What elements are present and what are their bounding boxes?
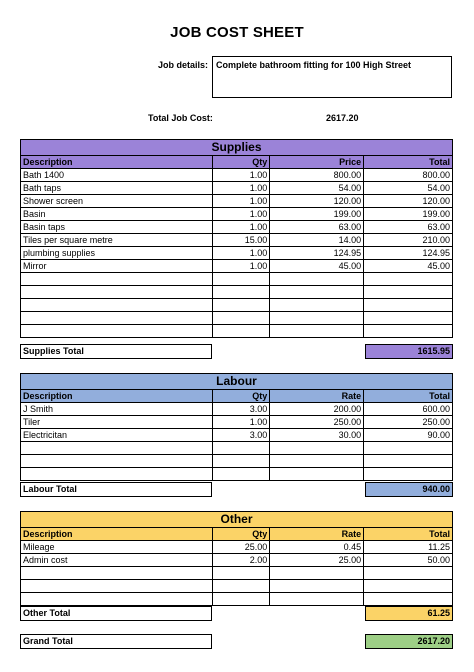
table-cell[interactable]: [21, 593, 213, 606]
table-cell[interactable]: [364, 593, 453, 606]
table-cell[interactable]: 199.00: [270, 208, 364, 221]
other-table: [20, 511, 453, 606]
other-total-label: Other Total: [20, 606, 212, 621]
table-row: [21, 182, 453, 195]
table-cell[interactable]: [364, 580, 453, 593]
labour-section-title: Labour: [21, 374, 453, 390]
supplies-column-header: Description: [21, 156, 213, 169]
table-cell[interactable]: [270, 442, 364, 455]
table-cell[interactable]: [21, 580, 213, 593]
table-cell[interactable]: 1.00: [212, 221, 270, 234]
table-cell[interactable]: 800.00: [364, 169, 453, 182]
table-cell[interactable]: [212, 567, 270, 580]
table-cell[interactable]: 1.00: [212, 260, 270, 273]
table-cell[interactable]: [21, 312, 213, 325]
table-cell[interactable]: [270, 286, 364, 299]
table-cell[interactable]: 250.00: [270, 416, 364, 429]
table-cell[interactable]: [21, 273, 213, 286]
labour-column-header: Total: [364, 390, 453, 403]
table-cell[interactable]: 124.95: [364, 247, 453, 260]
table-cell[interactable]: Basin: [21, 208, 213, 221]
table-cell[interactable]: [270, 299, 364, 312]
table-cell[interactable]: [212, 273, 270, 286]
table-cell[interactable]: 45.00: [364, 260, 453, 273]
table-cell[interactable]: 11.25: [364, 541, 453, 554]
supplies-column-header: Price: [270, 156, 364, 169]
supplies-section-title: Supplies: [21, 140, 453, 156]
table-cell[interactable]: 15.00: [212, 234, 270, 247]
table-cell[interactable]: 124.95: [270, 247, 364, 260]
table-row: [21, 580, 453, 593]
table-cell[interactable]: 25.00: [270, 554, 364, 567]
table-row: [21, 442, 453, 455]
table-cell[interactable]: Basin taps: [21, 221, 213, 234]
table-cell[interactable]: Tiler: [21, 416, 213, 429]
table-cell[interactable]: Bath taps: [21, 182, 213, 195]
table-cell[interactable]: [21, 442, 213, 455]
grand-total-value: 2617.20: [365, 634, 453, 649]
table-cell[interactable]: 45.00: [270, 260, 364, 273]
supplies-column-header: Total: [364, 156, 453, 169]
table-cell[interactable]: 2.00: [212, 554, 270, 567]
labour-total-value: 940.00: [365, 482, 453, 497]
table-cell[interactable]: 1.00: [212, 182, 270, 195]
table-row: [21, 299, 453, 312]
table-row: [21, 234, 453, 247]
table-cell[interactable]: 250.00: [364, 416, 453, 429]
table-cell[interactable]: 800.00: [270, 169, 364, 182]
table-cell[interactable]: [212, 468, 270, 481]
table-cell[interactable]: 199.00: [364, 208, 453, 221]
table-cell[interactable]: [212, 299, 270, 312]
table-row: [21, 593, 453, 606]
table-row: [21, 312, 453, 325]
table-cell[interactable]: 30.00: [270, 429, 364, 442]
other-column-header: Rate: [270, 528, 364, 541]
table-cell[interactable]: [270, 273, 364, 286]
table-row: [21, 208, 453, 221]
supplies-table: [20, 139, 453, 338]
table-cell[interactable]: [21, 299, 213, 312]
table-row: [21, 260, 453, 273]
grand-total-label: Grand Total: [20, 634, 212, 649]
labour-column-header: Rate: [270, 390, 364, 403]
table-cell[interactable]: 3.00: [212, 403, 270, 416]
table-cell[interactable]: 50.00: [364, 554, 453, 567]
table-cell[interactable]: [270, 593, 364, 606]
table-row: [21, 541, 453, 554]
table-row: [21, 247, 453, 260]
total-job-cost-value: 2617.20: [326, 113, 359, 123]
table-cell[interactable]: [21, 455, 213, 468]
table-cell[interactable]: [364, 273, 453, 286]
table-cell[interactable]: [364, 567, 453, 580]
other-section-title: Other: [21, 512, 453, 528]
table-row: [21, 416, 453, 429]
table-cell[interactable]: Bath 1400: [21, 169, 213, 182]
table-cell[interactable]: 63.00: [270, 221, 364, 234]
table-row: [21, 286, 453, 299]
table-cell[interactable]: Tiles per square metre: [21, 234, 213, 247]
table-cell[interactable]: 210.00: [364, 234, 453, 247]
table-cell[interactable]: [21, 468, 213, 481]
table-cell[interactable]: [364, 455, 453, 468]
table-cell[interactable]: [364, 468, 453, 481]
table-row: [21, 195, 453, 208]
table-cell[interactable]: 1.00: [212, 208, 270, 221]
table-cell[interactable]: [21, 567, 213, 580]
table-cell[interactable]: [212, 593, 270, 606]
table-cell[interactable]: [364, 442, 453, 455]
table-row: [21, 403, 453, 416]
table-cell[interactable]: 1.00: [212, 169, 270, 182]
other-column-header: Qty: [212, 528, 270, 541]
table-cell[interactable]: 200.00: [270, 403, 364, 416]
table-row: [21, 567, 453, 580]
table-cell[interactable]: 90.00: [364, 429, 453, 442]
table-cell[interactable]: [21, 325, 213, 338]
table-row: [21, 273, 453, 286]
table-cell[interactable]: [364, 286, 453, 299]
table-cell[interactable]: 120.00: [364, 195, 453, 208]
table-cell[interactable]: [364, 325, 453, 338]
job-details-field[interactable]: Complete bathroom fitting for 100 High Street: [212, 56, 452, 98]
table-cell[interactable]: 1.00: [212, 416, 270, 429]
table-row: [21, 221, 453, 234]
table-cell[interactable]: 63.00: [364, 221, 453, 234]
table-row: [21, 468, 453, 481]
table-cell[interactable]: [364, 312, 453, 325]
table-cell[interactable]: [212, 312, 270, 325]
table-cell[interactable]: [364, 299, 453, 312]
table-cell[interactable]: 3.00: [212, 429, 270, 442]
table-cell[interactable]: 1.00: [212, 247, 270, 260]
table-cell[interactable]: [270, 567, 364, 580]
page-title: JOB COST SHEET: [170, 24, 304, 41]
table-cell[interactable]: [21, 286, 213, 299]
table-cell[interactable]: 54.00: [270, 182, 364, 195]
table-cell[interactable]: [270, 325, 364, 338]
table-cell[interactable]: 1.00: [212, 195, 270, 208]
table-cell[interactable]: Admin cost: [21, 554, 213, 567]
total-job-cost-label: Total Job Cost:: [148, 113, 213, 123]
job-details-label: Job details:: [158, 60, 209, 70]
table-cell[interactable]: Electricitan: [21, 429, 213, 442]
table-row: [21, 554, 453, 567]
table-cell[interactable]: Mirror: [21, 260, 213, 273]
table-cell[interactable]: Mileage: [21, 541, 213, 554]
table-cell[interactable]: 25.00: [212, 541, 270, 554]
table-cell[interactable]: [212, 325, 270, 338]
labour-column-header: Description: [21, 390, 213, 403]
table-cell[interactable]: 54.00: [364, 182, 453, 195]
labour-column-header: Qty: [212, 390, 270, 403]
table-cell[interactable]: [212, 455, 270, 468]
supplies-total-label: Supplies Total: [20, 344, 212, 359]
table-cell[interactable]: [270, 455, 364, 468]
table-cell[interactable]: [270, 312, 364, 325]
table-cell[interactable]: Shower screen: [21, 195, 213, 208]
other-column-header: Total: [364, 528, 453, 541]
table-row: [21, 169, 453, 182]
table-cell[interactable]: [212, 286, 270, 299]
other-total-value: 61.25: [365, 606, 453, 621]
table-cell[interactable]: 600.00: [364, 403, 453, 416]
table-cell[interactable]: 0.45: [270, 541, 364, 554]
table-row: [21, 455, 453, 468]
table-cell[interactable]: [212, 442, 270, 455]
other-column-header: Description: [21, 528, 213, 541]
table-row: [21, 429, 453, 442]
table-cell[interactable]: [270, 468, 364, 481]
table-cell[interactable]: J Smith: [21, 403, 213, 416]
table-cell[interactable]: 14.00: [270, 234, 364, 247]
table-cell[interactable]: plumbing supplies: [21, 247, 213, 260]
table-cell[interactable]: [270, 580, 364, 593]
table-cell[interactable]: 120.00: [270, 195, 364, 208]
labour-table: [20, 373, 453, 481]
supplies-total-value: 1615.95: [365, 344, 453, 359]
supplies-column-header: Qty: [212, 156, 270, 169]
labour-total-label: Labour Total: [20, 482, 212, 497]
table-cell[interactable]: [212, 580, 270, 593]
table-row: [21, 325, 453, 338]
